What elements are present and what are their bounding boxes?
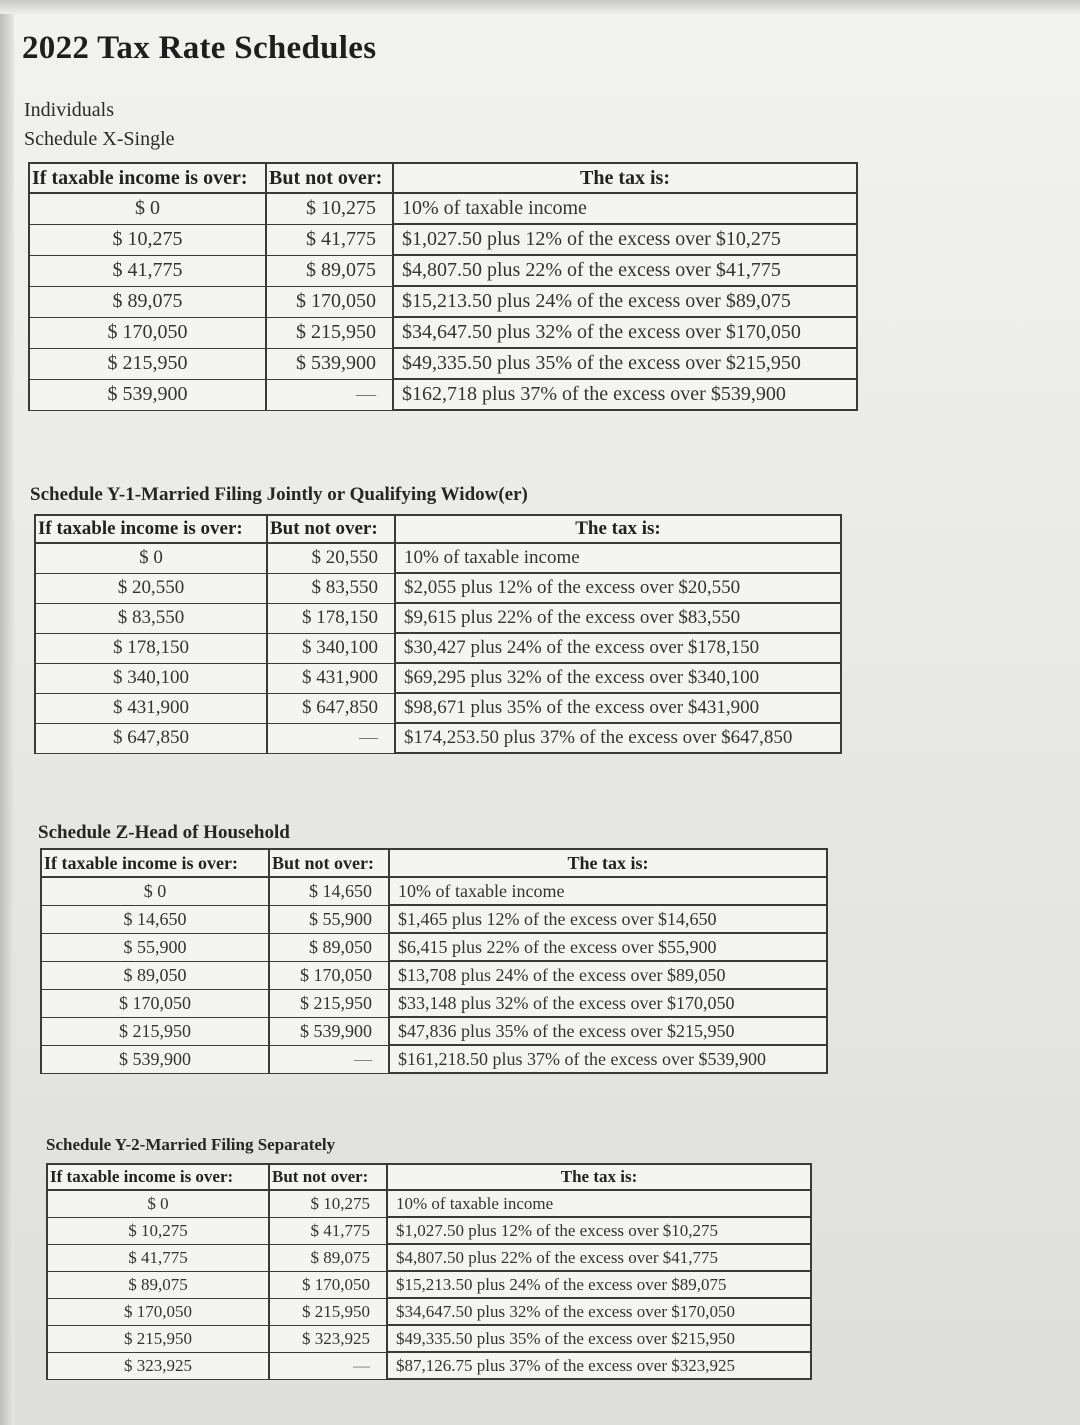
table-row [47, 1271, 811, 1298]
bracket-not-over-cell: — [269, 1352, 387, 1379]
table-row [29, 317, 857, 348]
tax-formula-cell: $47,836 plus 35% of the excess over $215,950 [389, 1017, 827, 1045]
table-row [41, 1017, 827, 1045]
tax-formula-cell: $4,807.50 plus 22% of the excess over $41,775 [393, 255, 857, 286]
schedule-table-single [28, 162, 858, 411]
tax-formula-cell: $161,218.50 plus 37% of the excess over $539,900 [389, 1045, 827, 1073]
bracket-over-cell: $ 0 [29, 193, 266, 224]
bracket-not-over-cell: — [266, 379, 393, 410]
table-row [41, 989, 827, 1017]
bracket-not-over-cell: $ 89,050 [269, 933, 389, 961]
table-row [35, 663, 841, 693]
bracket-not-over-cell: $ 170,050 [269, 961, 389, 989]
column-header-not-over: But not over: [269, 849, 389, 877]
bracket-over-cell: $ 647,850 [35, 723, 267, 753]
table-row [35, 723, 841, 753]
column-header-not-over: But not over: [269, 1164, 387, 1190]
table-row [35, 543, 841, 573]
tax-formula-cell: $30,427 plus 24% of the excess over $178,150 [395, 633, 841, 663]
bracket-over-cell: $ 539,900 [29, 379, 266, 410]
bracket-not-over-cell: $ 55,900 [269, 905, 389, 933]
tax-formula-cell: $34,647.50 plus 32% of the excess over $170,050 [393, 317, 857, 348]
bracket-not-over-cell: $ 41,775 [266, 224, 393, 255]
table-header-row [29, 163, 857, 193]
table-row [41, 933, 827, 961]
tax-formula-cell: $162,718 plus 37% of the excess over $539,900 [393, 379, 857, 410]
table-row [35, 603, 841, 633]
bracket-not-over-cell: $ 20,550 [267, 543, 395, 573]
tax-formula-cell: $174,253.50 plus 37% of the excess over $647,850 [395, 723, 841, 753]
schedule-title-single: Schedule X-Single [24, 128, 175, 150]
tax-formula-cell: $6,415 plus 22% of the excess over $55,900 [389, 933, 827, 961]
tax-formula-cell: $13,708 plus 24% of the excess over $89,050 [389, 961, 827, 989]
bracket-over-cell: $ 10,275 [29, 224, 266, 255]
schedule-title-head-of-household: Schedule Z-Head of Household [38, 822, 290, 843]
tax-formula-cell: $1,027.50 plus 12% of the excess over $10,275 [393, 224, 857, 255]
table-row [41, 961, 827, 989]
bracket-not-over-cell: $ 647,850 [267, 693, 395, 723]
bracket-not-over-cell: $ 14,650 [269, 877, 389, 905]
bracket-over-cell: $ 55,900 [41, 933, 269, 961]
bracket-over-cell: $ 89,075 [29, 286, 266, 317]
table-row [47, 1217, 811, 1244]
bracket-over-cell: $ 178,150 [35, 633, 267, 663]
table-row [47, 1325, 811, 1352]
bracket-over-cell: $ 431,900 [35, 693, 267, 723]
table-header-row [41, 849, 827, 877]
column-header-over: If taxable income is over: [29, 163, 266, 193]
bracket-over-cell: $ 323,925 [47, 1352, 269, 1379]
bracket-over-cell: $ 89,075 [47, 1271, 269, 1298]
bracket-not-over-cell: $ 215,950 [269, 1298, 387, 1325]
bracket-over-cell: $ 20,550 [35, 573, 267, 603]
table-row [35, 573, 841, 603]
tax-formula-cell: 10% of taxable income [387, 1190, 811, 1217]
table-row [41, 1045, 827, 1073]
bracket-over-cell: $ 14,650 [41, 905, 269, 933]
bracket-not-over-cell: $ 10,275 [266, 193, 393, 224]
schedule-title-married-separately: Schedule Y-2-Married Filing Separately [46, 1135, 336, 1154]
bracket-over-cell: $ 41,775 [47, 1244, 269, 1271]
schedule-table-married-jointly [34, 514, 842, 754]
bracket-not-over-cell: $ 323,925 [269, 1325, 387, 1352]
tax-formula-cell: $1,465 plus 12% of the excess over $14,650 [389, 905, 827, 933]
schedule-table-married-separately [46, 1163, 812, 1380]
bracket-not-over-cell: $ 215,950 [266, 317, 393, 348]
tax-formula-cell: $34,647.50 plus 32% of the excess over $170,050 [387, 1298, 811, 1325]
column-header-over: If taxable income is over: [41, 849, 269, 877]
table-row [29, 193, 857, 224]
bracket-over-cell: $ 170,050 [29, 317, 266, 348]
bracket-not-over-cell: $ 539,900 [269, 1017, 389, 1045]
bracket-over-cell: $ 215,950 [29, 348, 266, 379]
table-row [29, 348, 857, 379]
bracket-over-cell: $ 0 [47, 1190, 269, 1217]
bracket-over-cell: $ 89,050 [41, 961, 269, 989]
page-title: 2022 Tax Rate Schedules [22, 30, 377, 66]
tax-formula-cell: $2,055 plus 12% of the excess over $20,550 [395, 573, 841, 603]
table-row [29, 224, 857, 255]
bracket-over-cell: $ 83,550 [35, 603, 267, 633]
tax-formula-cell: 10% of taxable income [393, 193, 857, 224]
table-row [29, 255, 857, 286]
category-label: Individuals [24, 99, 114, 121]
tax-formula-cell: $69,295 plus 32% of the excess over $340,100 [395, 663, 841, 693]
table-row [35, 633, 841, 663]
tax-formula-cell: $4,807.50 plus 22% of the excess over $41,775 [387, 1244, 811, 1271]
table-row [47, 1352, 811, 1379]
tax-formula-cell: 10% of taxable income [395, 543, 841, 573]
tax-formula-cell: $33,148 plus 32% of the excess over $170,050 [389, 989, 827, 1017]
table-row [29, 286, 857, 317]
column-header-not-over: But not over: [267, 515, 395, 543]
tax-formula-cell: $15,213.50 plus 24% of the excess over $89,075 [387, 1271, 811, 1298]
bracket-not-over-cell: $ 178,150 [267, 603, 395, 633]
page-edge-shadow [0, 0, 14, 1425]
column-header-over: If taxable income is over: [35, 515, 267, 543]
bracket-over-cell: $ 539,900 [41, 1045, 269, 1073]
bracket-not-over-cell: $ 539,900 [266, 348, 393, 379]
bracket-over-cell: $ 10,275 [47, 1217, 269, 1244]
schedule-title-married-jointly: Schedule Y-1-Married Filing Jointly or Qualifying Widow(er) [30, 484, 528, 505]
tax-formula-cell: 10% of taxable income [389, 877, 827, 905]
table-row [47, 1190, 811, 1217]
tax-formula-cell: $87,126.75 plus 37% of the excess over $323,925 [387, 1352, 811, 1379]
bracket-not-over-cell: $ 170,050 [269, 1271, 387, 1298]
bracket-over-cell: $ 215,950 [47, 1325, 269, 1352]
bracket-not-over-cell: $ 340,100 [267, 633, 395, 663]
table-row [41, 905, 827, 933]
bracket-not-over-cell: — [269, 1045, 389, 1073]
bracket-over-cell: $ 41,775 [29, 255, 266, 286]
bracket-not-over-cell: — [267, 723, 395, 753]
bracket-not-over-cell: $ 83,550 [267, 573, 395, 603]
page-edge-shadow [0, 0, 1080, 14]
column-header-tax: The tax is: [389, 849, 827, 877]
column-header-over: If taxable income is over: [47, 1164, 269, 1190]
tax-formula-cell: $98,671 plus 35% of the excess over $431,900 [395, 693, 841, 723]
bracket-not-over-cell: $ 41,775 [269, 1217, 387, 1244]
bracket-over-cell: $ 0 [35, 543, 267, 573]
tax-formula-cell: $49,335.50 plus 35% of the excess over $215,950 [387, 1325, 811, 1352]
bracket-not-over-cell: $ 89,075 [266, 255, 393, 286]
tax-formula-cell: $49,335.50 plus 35% of the excess over $215,950 [393, 348, 857, 379]
bracket-not-over-cell: $ 170,050 [266, 286, 393, 317]
bracket-not-over-cell: $ 89,075 [269, 1244, 387, 1271]
schedule-table-head-of-household [40, 848, 828, 1074]
tax-formula-cell: $15,213.50 plus 24% of the excess over $89,075 [393, 286, 857, 317]
table-header-row [35, 515, 841, 543]
table-row [35, 693, 841, 723]
bracket-not-over-cell: $ 215,950 [269, 989, 389, 1017]
column-header-tax: The tax is: [395, 515, 841, 543]
bracket-over-cell: $ 0 [41, 877, 269, 905]
bracket-not-over-cell: $ 431,900 [267, 663, 395, 693]
bracket-over-cell: $ 340,100 [35, 663, 267, 693]
table-header-row [47, 1164, 811, 1190]
column-header-tax: The tax is: [393, 163, 857, 193]
bracket-over-cell: $ 170,050 [41, 989, 269, 1017]
table-row [41, 877, 827, 905]
column-header-tax: The tax is: [387, 1164, 811, 1190]
tax-formula-cell: $9,615 plus 22% of the excess over $83,550 [395, 603, 841, 633]
bracket-over-cell: $ 170,050 [47, 1298, 269, 1325]
table-row [29, 379, 857, 410]
table-row [47, 1298, 811, 1325]
tax-formula-cell: $1,027.50 plus 12% of the excess over $10,275 [387, 1217, 811, 1244]
column-header-not-over: But not over: [266, 163, 393, 193]
table-row [47, 1244, 811, 1271]
bracket-over-cell: $ 215,950 [41, 1017, 269, 1045]
bracket-not-over-cell: $ 10,275 [269, 1190, 387, 1217]
